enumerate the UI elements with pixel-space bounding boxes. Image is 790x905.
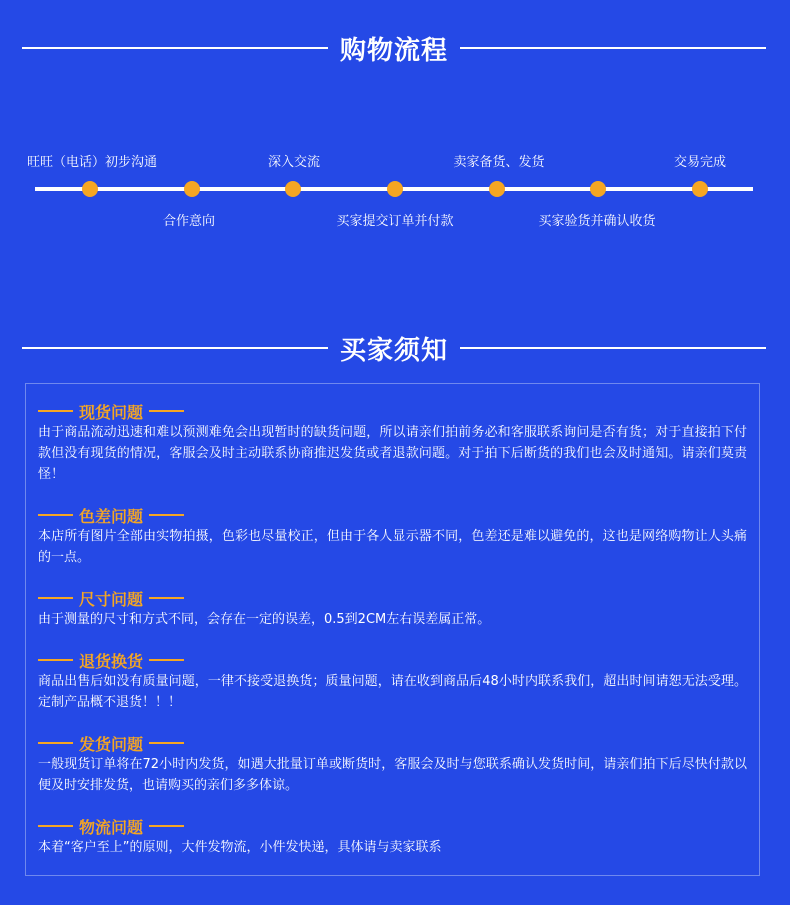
step-label-6: 买家验货并确认收货 xyxy=(538,214,656,229)
step-label-1: 旺旺（电话）初步沟通 xyxy=(26,155,158,170)
header-line-right xyxy=(460,347,766,349)
notice-item-body: 本店所有图片全部由实物拍摄，色彩也尽量校正，但由于各人显示器不同，色差还是难以避免的，这也是网络购物让人头痛的一点。 xyxy=(38,529,747,565)
step-label-5: 卖家备货、发货 xyxy=(453,155,545,170)
process-title: 购物流程 xyxy=(340,35,449,66)
notice-item-returns xyxy=(38,649,747,713)
title-dash xyxy=(38,514,73,516)
title-dash xyxy=(149,410,184,412)
process-section-header xyxy=(22,28,766,68)
notice-item-title-text: 尺寸问题 xyxy=(79,589,144,609)
notice-item-title-text: 色差问题 xyxy=(79,506,144,526)
notice-item-logistics xyxy=(38,815,747,858)
notice-item-title xyxy=(38,587,747,609)
notice-item-size xyxy=(38,587,747,630)
timeline-dot xyxy=(590,181,606,197)
step-label-7: 交易完成 xyxy=(673,155,727,170)
title-dash xyxy=(38,659,73,661)
notice-item-color xyxy=(38,504,747,568)
timeline-dot xyxy=(692,181,708,197)
timeline-dot xyxy=(285,181,301,197)
notice-box xyxy=(25,383,760,876)
notice-item-body: 一般现货订单将在72小时内发货，如遇大批量订单或断货时，客服会及时与您联系确认发货时间，请亲们拍下后尽快付款以便及时安排发货，也请购买的亲们多多体谅。 xyxy=(38,757,747,793)
header-line-left xyxy=(22,47,328,49)
timeline-dot xyxy=(489,181,505,197)
notice-item-body: 由于商品流动迅速和难以预测难免会出现暂时的缺货问题，所以请亲们拍前务必和客服联系询问是否有货；对于直接拍下付款但没有现货的情况，客服会及时主动联系协商推迟发货或者退款问题。对于拍下后断货的我们也会及时通知。请亲们莫责怪！ xyxy=(38,425,747,482)
notice-item-title-text: 发货问题 xyxy=(79,734,144,754)
notice-item-title xyxy=(38,649,747,671)
notice-item-body: 由于测量的尺寸和方式不同，会存在一定的误差，0.5到2CM左右误差属正常。 xyxy=(38,612,491,627)
notice-section-header xyxy=(22,328,766,368)
notice-title: 买家须知 xyxy=(340,335,449,366)
notice-item-title-text: 退货换货 xyxy=(79,651,144,671)
title-dash xyxy=(38,597,73,599)
notice-item-title xyxy=(38,400,747,422)
notice-item-title xyxy=(38,504,747,526)
notice-item-shipping xyxy=(38,732,747,796)
notice-item-title-text: 现货问题 xyxy=(79,402,144,422)
title-dash xyxy=(149,742,184,744)
timeline-dot xyxy=(184,181,200,197)
title-dash xyxy=(149,825,184,827)
title-dash xyxy=(149,514,184,516)
timeline-dot xyxy=(82,181,98,197)
header-line-right xyxy=(460,47,766,49)
title-dash xyxy=(38,825,73,827)
timeline-dot xyxy=(387,181,403,197)
notice-item-body: 商品出售后如没有质量问题，一律不接受退换货；质量问题，请在收到商品后48小时内联系我们，超出时间请恕无法受理。定制产品概不退货！！！ xyxy=(38,674,747,710)
notice-item-body: 本着“客户至上”的原则，大件发物流，小件发快递，具体请与卖家联系 xyxy=(38,840,442,855)
notice-item-title-text: 物流问题 xyxy=(79,817,144,837)
notice-item-stock xyxy=(38,400,747,485)
title-dash xyxy=(38,410,73,412)
step-label-3: 深入交流 xyxy=(267,155,321,170)
header-line-left xyxy=(22,347,328,349)
title-dash xyxy=(149,659,184,661)
notice-item-title xyxy=(38,732,747,754)
step-label-4: 买家提交订单并付款 xyxy=(336,214,454,229)
notice-item-title xyxy=(38,815,747,837)
title-dash xyxy=(38,742,73,744)
title-dash xyxy=(149,597,184,599)
step-label-2: 合作意向 xyxy=(162,214,216,229)
process-timeline xyxy=(0,140,790,240)
